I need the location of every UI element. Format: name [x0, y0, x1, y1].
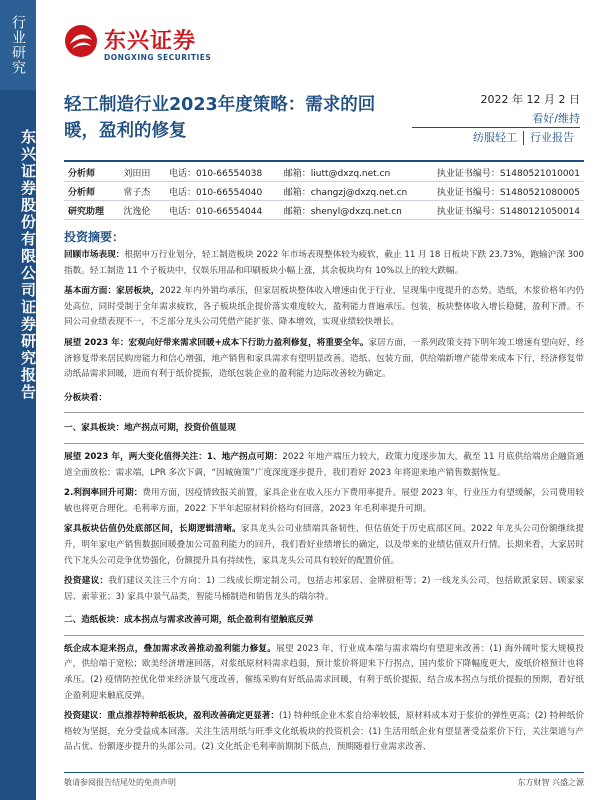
author-name: 常子杰 — [119, 182, 165, 201]
section-title: 投资摘要： — [64, 230, 125, 244]
summary-body — [64, 248, 584, 761]
author-table — [64, 163, 584, 220]
rule — [64, 443, 584, 444]
paragraph — [64, 486, 584, 517]
rule — [64, 635, 584, 636]
firm-name-vertical: 东兴证券股份有限公司证券研究报告 — [19, 129, 37, 401]
sidebar — [0, 0, 36, 800]
paragraph-lead: 基本面方面：家居板块， — [64, 286, 160, 297]
paragraph — [64, 248, 584, 279]
subheading: 分板块看： — [64, 392, 107, 403]
paragraph-text: 家居方面，一系列政策支持下明年竣工增速有望向好，经济修复带来居民购房能力和信心增强，地产销售和家具需求有望明显改善。造纸、包装方面，供给端新增产能带来成本下行，经济修复带动纸品需求回暖，进而有利于纸价提振，造纸包装企业的盈利能力边际改善较为确定。 — [64, 337, 584, 380]
paragraph-text: 展望 2023 年，行业成本端与需求端均有望迎来改善：(1) 海外阔叶浆大规模投产，供给端于宽松；欧美经济增速回落，对浆纸原材料需求趋弱，预计浆价将迎来下行拐点，国内浆价下降幅度更大，废纸价格预计也将承压。(2) 疫情防控优化带来经济景气度改善，催练采购有好纸品需求回暖，有利于纸价提振，结合成本拐点与纸价提振的预期，看好纸企盈利迎来触底反弹。 — [64, 643, 584, 701]
paragraph-text: (1) 特种纸企业木浆自给率较低，原材料成本对于浆价的弹性更高；(2) 特种纸价格较为坚挺，充分受益成本回落。关注生活用纸与旺季文化纸板块的投资机会：(1) 生活用纸企业有望显著受益浆价下行，关注渠道与产品占优、份额逐步提升的头部公司。(2) 文化纸企毛利率前期制下低点，预期随着行业需求改善、 — [64, 711, 584, 753]
paragraph-lead: 家具板块估值仍处底部区间，长期逻辑清晰。 — [64, 524, 241, 535]
section-heading: 二、造纸板块：成本拐点与需求改善可期，纸企盈利有望触底反弹 — [64, 615, 314, 626]
paragraph-lead: 投资建议： — [64, 576, 109, 587]
author-row — [64, 182, 584, 201]
paragraph — [64, 336, 584, 383]
header-divider — [64, 160, 584, 162]
author-role: 分析师 — [64, 182, 119, 201]
author-phone: 电话：010-66554040 — [165, 182, 280, 201]
author-role: 分析师 — [64, 163, 119, 182]
paragraph — [64, 709, 584, 756]
paragraph-lead: 2.利润率回升可期： — [64, 488, 143, 499]
page-footer — [64, 772, 584, 788]
author-row — [64, 163, 584, 182]
company-logo — [64, 22, 224, 72]
author-email[interactable]: 邮箱：changzj@dxzq.net.cn — [280, 182, 433, 201]
logo-mark-icon — [64, 24, 98, 58]
paragraph-lead: 展望 2023 年：宏观向好带来需求回暖+成本下行助力盈利修复，将重要全年。 — [64, 337, 369, 348]
author-cert: 执业证书编号：S1480521080005 — [433, 182, 584, 201]
author-cert: 执业证书编号：S1480121050014 — [433, 201, 584, 220]
author-cert: 执业证书编号：S1480521010001 — [433, 163, 584, 182]
author-role: 研究助理 — [64, 201, 119, 220]
paragraph-text: 家具龙头公司业绩端具备韧性，但估值处于历史底部区间。2022 年龙头公司份额继续提升，明年家电产销售数据回暖叠加公司盈利能力的回升，我们看好业绩增长的确定，以及带来的业绩估值双升行情。长期来看，大家居时代下龙头公司竞争优势强化，份额提升具有持续性，家具龙头公司具有较好的配置价值。 — [64, 524, 584, 566]
author-name: 沈逸伦 — [119, 201, 165, 220]
report-meta — [412, 92, 580, 145]
rule — [64, 412, 584, 413]
paragraph — [64, 642, 584, 704]
paragraph-lead: 投资建议：重点推荐特种纸板块，盈利改善确定更显著： — [64, 711, 279, 722]
paragraph — [64, 450, 584, 481]
paragraph-lead: 回顾市场表现： — [64, 250, 125, 260]
report-category: 行业研究 — [0, 0, 36, 90]
author-name: 刘田田 — [119, 163, 165, 182]
logo-text-en: DONGXING SECURITIES — [104, 53, 212, 62]
author-email[interactable]: 邮箱：liutt@dxzq.net.cn — [280, 163, 433, 182]
logo-text-cn: 东兴证券 — [104, 29, 197, 54]
paragraph-text: 费用方面，因疫情致报关前置，家具企业在收入压力下费用率提升。展望 2023 年，行业压力有望缓解，公司费用较敏也将更合理化。毛利率方面，2022 下半年起原材料价格均有回落，2023 年毛利率提升可期。 — [64, 488, 585, 514]
paragraph — [64, 284, 584, 331]
author-row — [64, 201, 584, 220]
section-heading: 一、家具板块：地产拐点可期，投资价值显现 — [64, 423, 236, 434]
footer-slogan: 东方财智 兴盛之源 — [517, 778, 584, 787]
author-email[interactable]: 邮箱：shenyl@dxzq.net.cn — [280, 201, 433, 220]
paragraph-text: 2022 年内外销均承压，但家居板块整体收入增速由优于行业，呈现集中度提升的态势。造纸，木浆价格年内仍处高位，同时受制于全年需求疲软，各子板块纸企提价落实难度较大，盈利能力普遍承压。包装，板块整体收入增长稳健，盈利下滑。不同公司业绩表现不一，不乏部分龙头公司凭借产能扩张、降本增效，实现业绩较快增长。 — [64, 286, 584, 328]
paragraph — [64, 522, 584, 569]
report-tags — [412, 131, 580, 145]
report-date: 2022 年 12 月 2 日 — [480, 93, 580, 106]
tag-report-type: 行业报告 — [523, 131, 580, 145]
author-phone: 电话：010-66554038 — [165, 163, 280, 182]
paragraph-text: 根据申万行业划分，轻工制造板块 2022 年市场表现整体较为疲软，截止 11 月 18 日板块下跌 23.73%，跑输沪深 300 指数。轻工制造 11 个子板块中，仅娱乐用品和印刷板块小幅上涨，其余板块均有 10%以上的较大跌幅。 — [64, 250, 584, 276]
paragraph — [64, 574, 584, 605]
tag-industry: 纺服轻工 — [473, 131, 517, 144]
paragraph-lead: 展望 2023 年，两大变化值得关注：1、地产拐点可期： — [64, 451, 283, 462]
paragraph-text: 2022 年地产端压力较大，政策力度逐步加大，截至 11 月底供给端房企融资通道全面放松：需求端，LPR 多次下调，“因城施策”广度深度逐步提升，我们看好 2023 年将迎来地产销售数据恢复。 — [64, 451, 584, 478]
report-title: 轻工制造行业2023年度策略：需求的回暖，盈利的修复 — [64, 95, 376, 141]
author-phone: 电话：010-66554044 — [165, 201, 280, 220]
rating: 看好/维持 — [412, 111, 580, 128]
paragraph-text: 我们建议关注三个方向：1) 二线成长期定制公司，包括志邦家居、金牌厨柜等；2) 一线龙头公司，包括欧派家居、顾家家居、索菲亚；3) 家具中景气品类，智能马桶制造和销售龙头的瑞尔特。 — [64, 576, 584, 602]
paragraph-lead: 纸企成本迎来拐点，叠加需求改善推动盈利能力修复。 — [64, 643, 277, 654]
footer-disclaimer: 敬请参阅报告结尾处的免责声明 — [64, 778, 176, 787]
